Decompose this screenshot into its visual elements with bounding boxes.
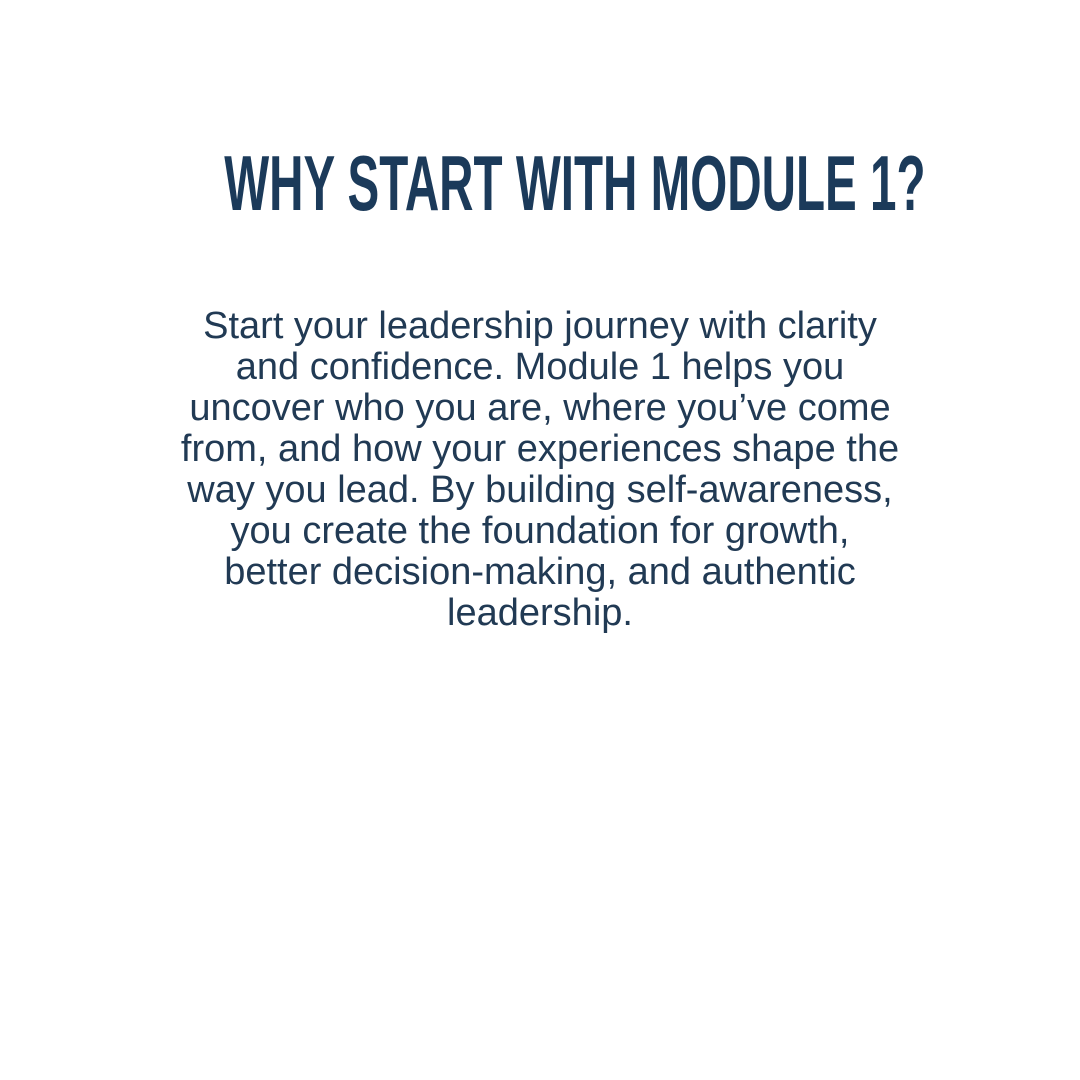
- intro-paragraph-line: from, and how your experiences shape the: [180, 428, 900, 470]
- page-title-text: WHY START WITH MODULE 1?: [224, 139, 926, 227]
- intro-paragraph-line: Start your leadership journey with clarity: [203, 305, 877, 347]
- intro-paragraph-line: you create the foundation for growth,: [230, 510, 850, 552]
- intro-paragraph-line: and confidence. Module 1 helps you: [235, 346, 845, 388]
- intro-paragraph-line: leadership.: [447, 592, 633, 634]
- intro-paragraph: [90, 306, 990, 634]
- intro-paragraph-line: uncover who you are, where you’ve come: [189, 387, 891, 429]
- intro-paragraph-line: better decision-making, and authentic: [224, 551, 856, 593]
- intro-paragraph-line: way you lead. By building self-awareness,: [187, 469, 893, 511]
- page-title: [0, 0, 1080, 227]
